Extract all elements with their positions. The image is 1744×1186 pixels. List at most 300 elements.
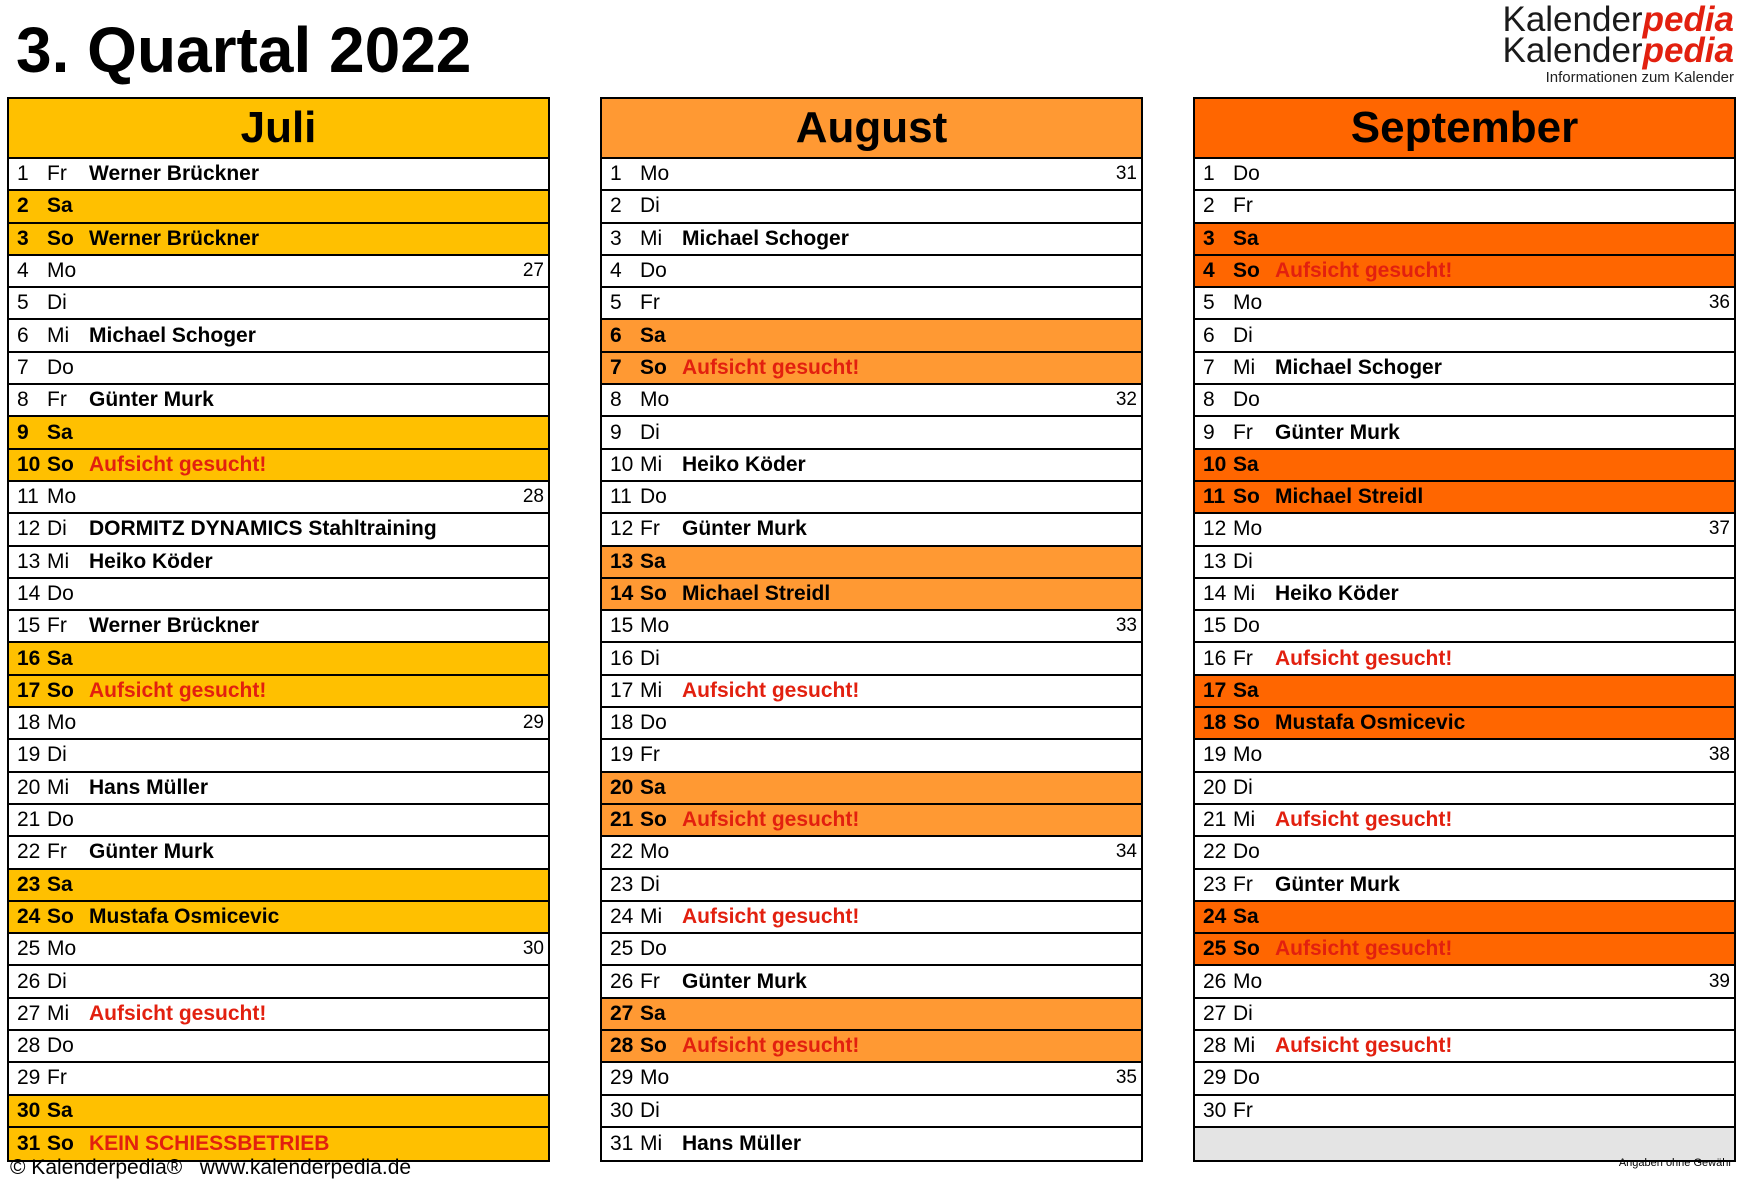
- weekday: Di: [640, 1098, 660, 1122]
- weekday: Do: [640, 485, 667, 509]
- weekday: Sa: [47, 194, 73, 218]
- day-number: 22: [610, 840, 634, 864]
- day-number: 16: [1203, 646, 1227, 670]
- day-row: [9, 740, 548, 772]
- day-number: 17: [1203, 678, 1227, 702]
- day-row: [9, 643, 548, 675]
- weekday: Di: [47, 743, 67, 767]
- logo-tagline: Informationen zum Kalender: [1545, 69, 1734, 86]
- week-number: 33: [1115, 615, 1137, 637]
- day-number: 13: [17, 549, 41, 573]
- weekday: So: [640, 1034, 667, 1058]
- day-number: 2: [610, 194, 622, 218]
- day-event: Aufsicht gesucht!: [682, 808, 860, 832]
- weekday: Mo: [47, 711, 77, 735]
- day-number: 6: [1203, 323, 1215, 347]
- day-row: [602, 1063, 1141, 1095]
- weekday: Mo: [47, 259, 77, 283]
- weekday: Do: [1233, 162, 1260, 186]
- week-number: 39: [1708, 970, 1730, 992]
- day-row: [602, 1096, 1141, 1128]
- weekday: Mo: [640, 162, 670, 186]
- day-row: [602, 740, 1141, 772]
- day-event: Hans Müller: [89, 775, 209, 799]
- weekday: Sa: [1233, 226, 1259, 250]
- week-number: 32: [1115, 389, 1137, 411]
- weekday: Do: [47, 808, 74, 832]
- day-row: [1195, 611, 1734, 643]
- day-row: [1195, 837, 1734, 869]
- day-number: 19: [1203, 743, 1227, 767]
- day-number: 22: [17, 840, 41, 864]
- day-event: Aufsicht gesucht!: [1275, 937, 1453, 961]
- day-number: 21: [610, 808, 634, 832]
- day-row: [1195, 191, 1734, 223]
- weekday: So: [47, 452, 74, 476]
- day-row: [602, 902, 1141, 934]
- day-number: 18: [17, 711, 41, 735]
- day-number: 20: [17, 775, 41, 799]
- day-row: [9, 288, 548, 320]
- day-number: 21: [1203, 808, 1227, 832]
- day-row: [602, 643, 1141, 675]
- day-row: [602, 611, 1141, 643]
- day-event: Aufsicht gesucht!: [682, 355, 860, 379]
- day-number: 1: [1203, 162, 1215, 186]
- day-row: [9, 482, 548, 514]
- day-row: [1195, 643, 1734, 675]
- day-row: [9, 611, 548, 643]
- weekday: Mi: [640, 226, 663, 250]
- day-row: [1195, 256, 1734, 288]
- day-number: 12: [1203, 517, 1227, 541]
- weekday: Mi: [640, 452, 663, 476]
- day-row: [1195, 482, 1734, 514]
- day-row: [1195, 999, 1734, 1031]
- day-row: [1195, 870, 1734, 902]
- day-event: Aufsicht gesucht!: [1275, 646, 1453, 670]
- weekday: Sa: [47, 420, 73, 444]
- weekday: Sa: [47, 646, 73, 670]
- day-row: [9, 417, 548, 449]
- day-number: 11: [610, 485, 632, 509]
- weekday: Sa: [47, 872, 73, 896]
- day-event: Aufsicht gesucht!: [1275, 259, 1453, 283]
- weekday: Mi: [1233, 582, 1256, 605]
- day-number: 24: [610, 904, 634, 928]
- day-row: [1195, 320, 1734, 352]
- day-event: Werner Brückner: [89, 226, 260, 250]
- page-title: 3. Quartal 2022: [16, 14, 472, 86]
- logo-wordmark-shadow: Kalenderpedia: [1502, 31, 1734, 70]
- day-row: [9, 999, 548, 1031]
- weekday: Di: [1233, 1001, 1253, 1025]
- weekday: Fr: [47, 388, 67, 412]
- day-row: [1195, 805, 1734, 837]
- day-row: [1195, 902, 1734, 934]
- week-number: 38: [1708, 744, 1730, 766]
- day-event: Michael Schoger: [89, 323, 256, 347]
- day-row: [602, 482, 1141, 514]
- day-row: [602, 547, 1141, 579]
- day-number: 9: [1203, 420, 1215, 444]
- day-row: [602, 999, 1141, 1031]
- day-row: [602, 934, 1141, 966]
- day-row: [1195, 1096, 1734, 1128]
- weekday: Di: [1233, 549, 1253, 573]
- month-header: August: [602, 99, 1141, 159]
- weekday: Mi: [640, 1132, 663, 1156]
- day-number: 23: [610, 872, 634, 896]
- day-number: 15: [1203, 614, 1227, 638]
- day-row: [1195, 288, 1734, 320]
- day-number: 14: [1203, 582, 1227, 605]
- weekday: Do: [47, 1034, 74, 1058]
- day-number: 12: [17, 517, 41, 541]
- day-number: 4: [17, 259, 29, 283]
- month-header: Juli: [9, 99, 548, 159]
- day-number: 29: [610, 1066, 634, 1090]
- day-number: 7: [1203, 355, 1215, 379]
- weekday: Sa: [640, 775, 666, 799]
- disclaimer: Angaben ohne Gewähr: [1618, 1157, 1732, 1169]
- day-number: 10: [1203, 452, 1227, 476]
- weekday: Fr: [640, 291, 660, 315]
- day-number: 10: [610, 452, 634, 476]
- weekday: Do: [640, 937, 667, 961]
- weekday: Mi: [640, 678, 663, 702]
- weekday: Fr: [1233, 872, 1253, 896]
- day-event: Günter Murk: [1275, 872, 1400, 896]
- weekday: Mi: [1233, 1034, 1256, 1058]
- day-row: [9, 1063, 548, 1095]
- day-row: [1195, 773, 1734, 805]
- weekday: Sa: [1233, 678, 1259, 702]
- day-number: 15: [610, 614, 634, 638]
- day-row: [9, 191, 548, 223]
- weekday: So: [640, 582, 667, 605]
- week-number: 34: [1115, 841, 1137, 863]
- day-number: 5: [610, 291, 622, 315]
- day-row: [9, 934, 548, 966]
- day-event: Aufsicht gesucht!: [1275, 808, 1453, 832]
- day-row: [602, 773, 1141, 805]
- weekday: Do: [47, 582, 74, 605]
- weekday: Do: [1233, 840, 1260, 864]
- day-event: Aufsicht gesucht!: [89, 1001, 267, 1025]
- weekday: Mo: [640, 388, 670, 412]
- day-row: [602, 320, 1141, 352]
- day-event: Aufsicht gesucht!: [89, 678, 267, 702]
- day-number: 25: [1203, 937, 1227, 961]
- day-number: 23: [17, 872, 41, 896]
- week-number: 30: [522, 938, 544, 960]
- day-number: 28: [610, 1034, 634, 1058]
- day-row: [9, 837, 548, 869]
- weekday: Mi: [640, 904, 663, 928]
- weekday: Mi: [47, 323, 70, 347]
- day-row: [9, 224, 548, 256]
- weekday: So: [47, 1132, 74, 1156]
- day-row: [9, 256, 548, 288]
- day-row: [1195, 1063, 1734, 1095]
- weekday: Di: [47, 517, 67, 541]
- weekday: So: [47, 904, 74, 928]
- weekday: Di: [640, 194, 660, 218]
- weekday: Di: [640, 646, 660, 670]
- day-event: Heiko Köder: [89, 549, 213, 573]
- day-row: [1195, 224, 1734, 256]
- day-number: 17: [610, 678, 634, 702]
- day-number: 30: [1203, 1098, 1227, 1122]
- weekday: Mo: [47, 937, 77, 961]
- day-number: 18: [610, 711, 634, 735]
- day-number: 27: [17, 1001, 41, 1025]
- day-row: [602, 288, 1141, 320]
- month-september: [1193, 97, 1736, 1162]
- weekday: Do: [640, 711, 667, 735]
- weekday: Mo: [640, 840, 670, 864]
- day-row: [1195, 385, 1734, 417]
- day-number: 26: [610, 969, 634, 993]
- day-row: [602, 676, 1141, 708]
- day-number: 15: [17, 614, 41, 638]
- weekday: Mi: [47, 1001, 70, 1025]
- weekday: Do: [1233, 614, 1260, 638]
- day-row: [602, 450, 1141, 482]
- day-row: [9, 385, 548, 417]
- day-event: Aufsicht gesucht!: [1275, 1034, 1453, 1058]
- day-number: 30: [610, 1098, 634, 1122]
- weekday: So: [640, 355, 667, 379]
- day-number: 1: [610, 162, 622, 186]
- day-number: 14: [610, 582, 634, 605]
- day-row: [602, 385, 1141, 417]
- day-row: [602, 579, 1141, 611]
- day-event: Aufsicht gesucht!: [682, 1034, 860, 1058]
- day-event: Mustafa Osmicevic: [89, 904, 280, 928]
- day-number: 19: [17, 743, 41, 767]
- day-number: 16: [17, 646, 41, 670]
- weekday: Sa: [1233, 452, 1259, 476]
- weekday: Fr: [1233, 194, 1253, 218]
- day-row: [1195, 676, 1734, 708]
- day-row: [9, 708, 548, 740]
- weekday: Sa: [1233, 904, 1259, 928]
- day-event: Günter Murk: [682, 969, 807, 993]
- day-number: 1: [17, 162, 29, 186]
- day-row: [602, 191, 1141, 223]
- weekday: Mi: [1233, 355, 1256, 379]
- day-event: Michael Streidl: [1275, 485, 1424, 509]
- day-event: Werner Brückner: [89, 162, 260, 186]
- day-number: 16: [610, 646, 634, 670]
- day-number: 4: [610, 259, 622, 283]
- day-number: 29: [17, 1066, 41, 1090]
- day-number: 20: [610, 775, 634, 799]
- day-row: [1195, 353, 1734, 385]
- day-row: [602, 708, 1141, 740]
- month-header: September: [1195, 99, 1734, 159]
- day-row: [9, 773, 548, 805]
- day-event: Günter Murk: [1275, 420, 1400, 444]
- weekday: Di: [640, 420, 660, 444]
- day-event: Aufsicht gesucht!: [682, 678, 860, 702]
- day-number: 12: [610, 517, 634, 541]
- day-event: KEIN SCHIESSBETRIEB: [89, 1132, 330, 1156]
- day-row: [9, 902, 548, 934]
- day-row: [1195, 579, 1734, 611]
- day-row: [602, 837, 1141, 869]
- day-event: Heiko Köder: [1275, 582, 1399, 605]
- day-number: 31: [17, 1132, 41, 1156]
- day-number: 5: [17, 291, 29, 315]
- month-juli: [7, 97, 550, 1162]
- kalenderpedia-logo[interactable]: [1502, 0, 1734, 88]
- day-number: 25: [17, 937, 41, 961]
- weekday: So: [640, 808, 667, 832]
- day-row: [9, 450, 548, 482]
- day-number: 28: [1203, 1034, 1227, 1058]
- day-event: Günter Murk: [89, 388, 214, 412]
- weekday: Fr: [640, 969, 660, 993]
- weekday: Do: [640, 259, 667, 283]
- day-row: [602, 870, 1141, 902]
- day-row: [9, 1031, 548, 1063]
- weekday: Fr: [1233, 1098, 1253, 1122]
- day-number: 7: [610, 355, 622, 379]
- week-number: 29: [522, 712, 544, 734]
- weekday: Fr: [47, 162, 67, 186]
- day-number: 9: [610, 420, 622, 444]
- day-row: [9, 514, 548, 546]
- weekday: Mo: [640, 1066, 670, 1090]
- day-row: [1195, 934, 1734, 966]
- day-row: [1195, 1031, 1734, 1063]
- day-number: 26: [17, 969, 41, 993]
- footer-url[interactable]: www.kalenderpedia.de: [199, 1156, 412, 1179]
- day-row: [9, 1096, 548, 1128]
- weekday: Mo: [640, 614, 670, 638]
- weekday: Di: [47, 291, 67, 315]
- weekday: So: [47, 678, 74, 702]
- day-row: [9, 966, 548, 998]
- day-row: [602, 353, 1141, 385]
- day-row: [602, 805, 1141, 837]
- weekday: So: [1233, 711, 1260, 735]
- day-number: 7: [17, 355, 29, 379]
- day-event: Aufsicht gesucht!: [682, 904, 860, 928]
- day-row: [602, 514, 1141, 546]
- week-number: 28: [522, 486, 544, 508]
- day-number: 18: [1203, 711, 1227, 735]
- weekday: So: [1233, 485, 1260, 509]
- day-number: 9: [17, 420, 29, 444]
- day-row: [9, 320, 548, 352]
- weekday: Fr: [47, 840, 67, 864]
- day-event: Aufsicht gesucht!: [89, 452, 267, 476]
- weekday: Mo: [1233, 517, 1263, 541]
- day-number: 11: [17, 485, 39, 509]
- weekday: Mi: [47, 775, 70, 799]
- weekday: Di: [640, 872, 660, 896]
- day-number: 4: [1203, 259, 1215, 283]
- weekday: Do: [1233, 1066, 1260, 1090]
- day-number: 26: [1203, 969, 1227, 993]
- week-number: 35: [1115, 1067, 1137, 1089]
- day-row: [602, 966, 1141, 998]
- day-row: [602, 417, 1141, 449]
- day-row: [9, 547, 548, 579]
- day-event: Mustafa Osmicevic: [1275, 711, 1466, 735]
- day-row: [602, 224, 1141, 256]
- day-number: 3: [1203, 226, 1215, 250]
- day-event: Michael Schoger: [682, 226, 849, 250]
- day-number: 14: [17, 582, 41, 605]
- day-number: 21: [17, 808, 41, 832]
- day-row: [602, 1128, 1141, 1160]
- day-row: [1195, 159, 1734, 191]
- weekday: Fr: [1233, 420, 1253, 444]
- day-number: 25: [610, 937, 634, 961]
- day-number: 28: [17, 1034, 41, 1058]
- weekday: Di: [1233, 323, 1253, 347]
- day-row: [1195, 966, 1734, 998]
- weekday: Fr: [640, 743, 660, 767]
- day-row: [9, 159, 548, 191]
- day-number: 23: [1203, 872, 1227, 896]
- weekday: So: [47, 226, 74, 250]
- weekday: Mo: [1233, 969, 1263, 993]
- weekday: So: [1233, 259, 1260, 283]
- day-event: Werner Brückner: [89, 614, 260, 638]
- week-number: 36: [1708, 292, 1730, 314]
- day-number: 3: [17, 226, 29, 250]
- day-number: 10: [17, 452, 41, 476]
- weekday: Sa: [47, 1098, 73, 1122]
- weekday: Do: [1233, 388, 1260, 412]
- day-number: 27: [610, 1001, 634, 1025]
- day-row: [1195, 740, 1734, 772]
- day-number: 6: [610, 323, 622, 347]
- day-number: 27: [1203, 1001, 1227, 1025]
- day-number: 17: [17, 678, 41, 702]
- day-row: [1195, 547, 1734, 579]
- day-number: 31: [610, 1132, 634, 1156]
- day-number: 6: [17, 323, 29, 347]
- weekday: Sa: [640, 1001, 666, 1025]
- day-number: 29: [1203, 1066, 1227, 1090]
- weekday: Sa: [640, 549, 666, 573]
- weekday: So: [1233, 937, 1260, 961]
- day-number: 24: [17, 904, 41, 928]
- weekday: Di: [1233, 775, 1253, 799]
- day-row: [1195, 514, 1734, 546]
- day-row: [9, 579, 548, 611]
- day-number: 22: [1203, 840, 1227, 864]
- day-number: 13: [1203, 549, 1227, 573]
- day-row: [602, 159, 1141, 191]
- weekday: Fr: [640, 517, 660, 541]
- day-number: 19: [610, 743, 634, 767]
- day-event: Günter Murk: [682, 517, 807, 541]
- weekday: Fr: [47, 1066, 67, 1090]
- day-row: [9, 676, 548, 708]
- day-number: 13: [610, 549, 634, 573]
- weekday: Mo: [1233, 743, 1263, 767]
- day-number: 8: [610, 388, 622, 412]
- week-number: 37: [1708, 518, 1730, 540]
